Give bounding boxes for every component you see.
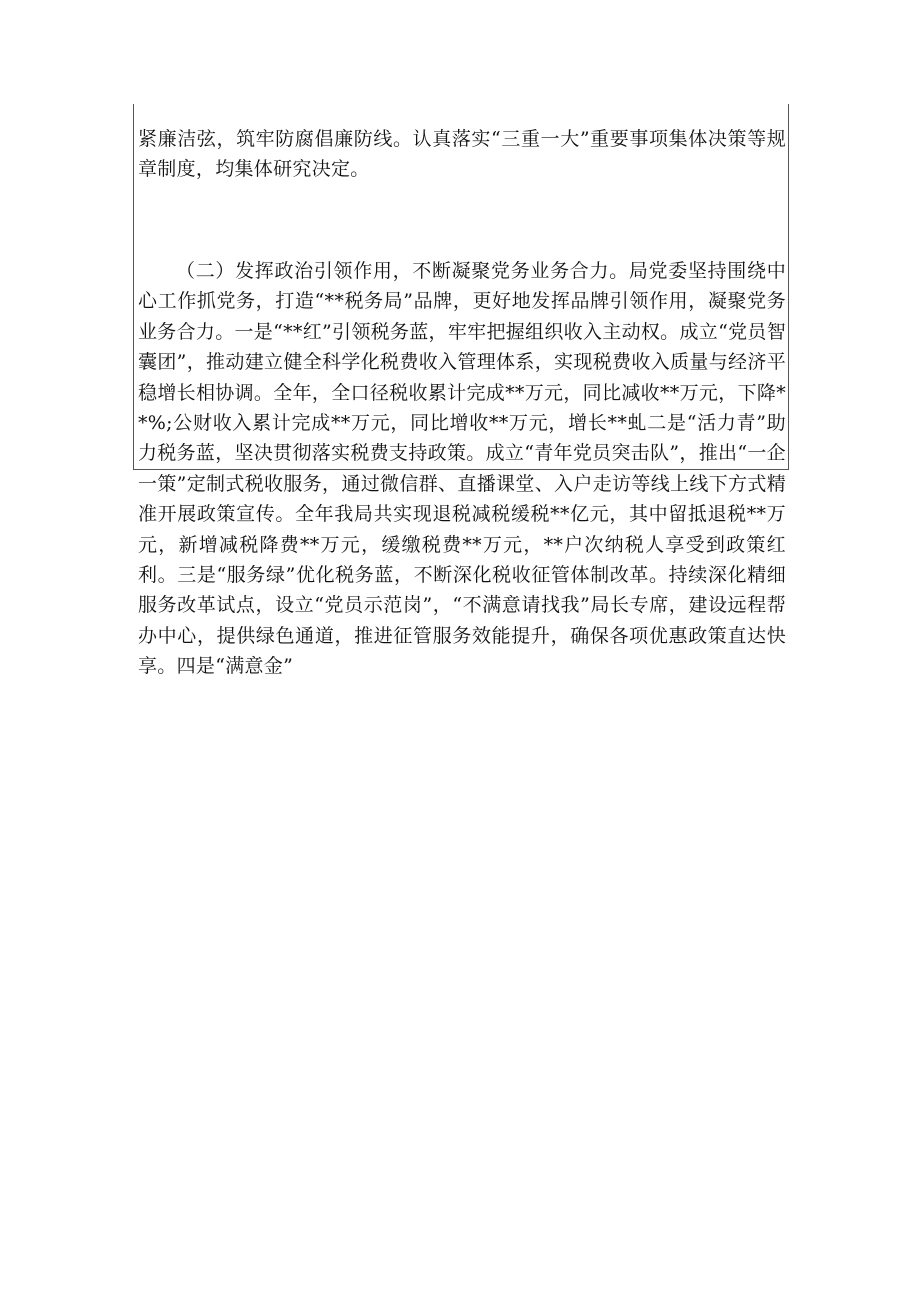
paragraph-political-leadership: （二）发挥政治引领作用，不断凝聚党务业务合力。局党委坚持围绕中心工作抓党务，打造“**税务局”品牌，更好地发挥品牌引领作用，凝聚党务业务合力。一是“**红”引领税务蓝，牢牢把握组织收入主动权。成立“党员智囊团”，推动建立健全科学化税费收入管理体系，实现税费收入质量与经济平稳增长相协调。全年，全口径税收累计完成**万元，同比减收**万元，下降**%;公财收入累计完成**万元，同比增收**万元，增长**虬二是“活力青”助力税务蓝，坚决贯彻落实税费支持政策。成立“青年党员突击队”，推出“一企一策”定制式税收服务，通过微信群、直播课堂、入户走访等线上线下方式精准开展政策宣传。全年我局共实现退税减税缓税**亿元，其中留抵退税**万元，新增减税降费**万元，缓缴税费**万元，**户次纳税人享受到政策红利。三是“服务绿”优化税务蓝，不断深化税收征管体制改革。持续深化精细服务改革试点，设立“党员示范岗”，“不满意请找我”局长专席，建设远程帮办中心，提供绿色通道，推进征管服务效能提升，确保各项优惠政策直达快享。四是“满意金”: [138, 260, 786, 678]
paragraph-integrity-continuation: 紧廉洁弦，筑牢防腐倡廉防线。认真落实“三重一大”重要事项集体决策等规章制度，均集体研究决定。: [138, 128, 786, 181]
document-table-cell: [133, 104, 789, 678]
